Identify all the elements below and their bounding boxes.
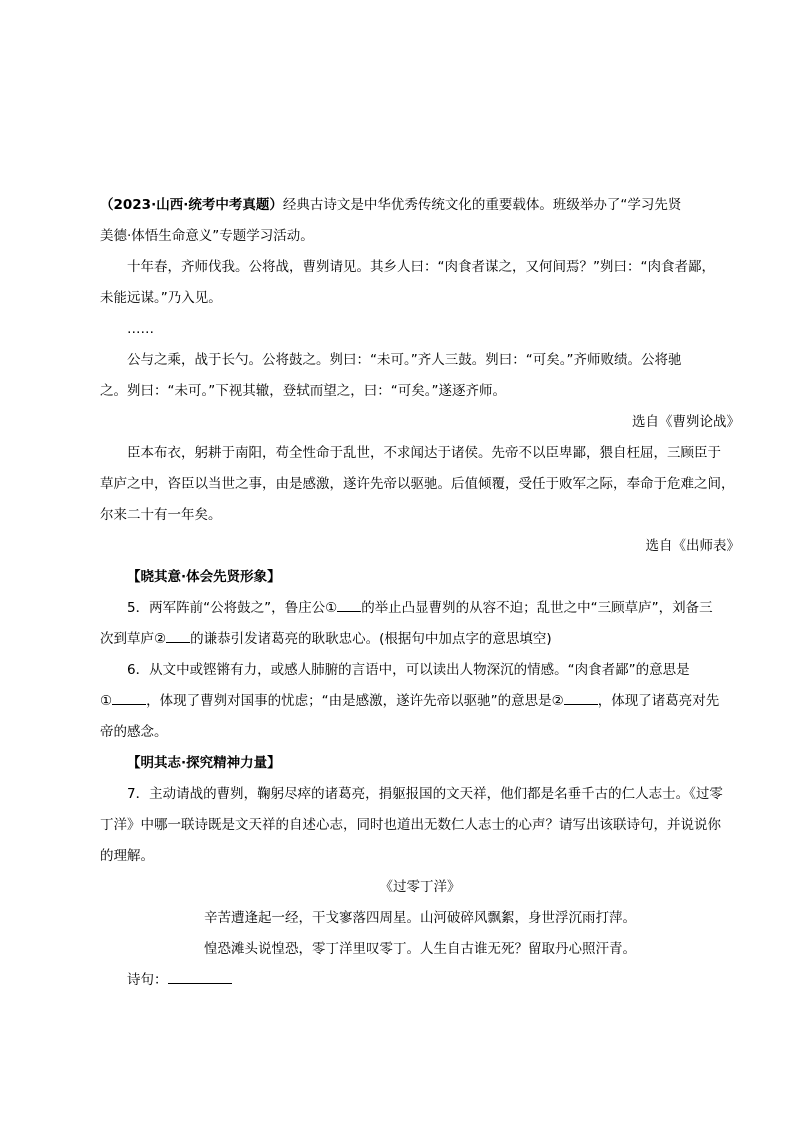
poem-line-1: 辛苦遭逢起一经，干戈寥落四周星。山河破碎风飘絮，身世浮沉雨打萍。 [204,910,636,926]
q7-line-1: 7．主动请战的曹刿，鞠躬尽瘁的诸葛亮，捐躯报国的文天祥，他们都是名垂千古的仁人志士。《过零 [127,786,723,802]
q6-line-1: 6．从文中或铿锵有力，或感人肺腑的言语中，可以读出人物深沉的情感。“肉食者鄙”的意思是 [127,662,690,678]
passage1-line-2: 未能远谋。”乃入见。 [100,290,222,306]
q6-text-3: ，体现了曹刿对国事的忧虑；“由是感激，遂许先帝以驱驰”的意思是② [146,693,564,709]
q5-blank-2[interactable] [166,628,190,643]
passage2-line-2: 草庐之中，咨臣以当世之事，由是感激，遂许先帝以驱驰。后值倾覆，受任于败军之际，奉命于危难之间， [100,476,735,492]
intro-text-1: 经典古诗文是中华优秀传统文化的重要载体。班级举办了“学习先贤 [282,197,682,213]
q5-text-1: 5．两军阵前“公将鼓之”，鲁庄公① [127,600,338,616]
passage1-source: 选自《曹刿论战》 [632,414,740,430]
exam-source-tag: （2023·山西·统考中考真题） [100,197,283,213]
intro-line-2: 美德·体悟生命意义”专题学习活动。 [100,228,314,244]
section1-title: 【晓其意·体会先贤形象】 [127,569,281,585]
q5-text-4: 的谦恭引发诸葛亮的耿耿忠心。(根据句中加点字的意思填空) [190,631,552,647]
q6-line-2 [100,686,740,717]
q5-text-2: 的举止凸显曹刿的从容不迫；乱世之中“三顾草庐”，刘备三 [361,600,713,616]
q7-line-2: 丁洋》中哪一联诗既是文天祥的自述心志，同时也道出无数仁人志士的心声？请写出该联诗句，并说说你 [100,817,721,833]
q6-marker-1: ① [100,693,113,709]
page-content [100,190,740,996]
answer-label: 诗句： [127,972,168,988]
intro-line-1 [100,190,740,221]
q5-text-3: 次到草庐② [100,631,167,647]
section2-title: 【明其志·探究精神力量】 [127,755,281,771]
q5-line-1 [100,593,740,624]
q7-line-3: 的理解。 [100,848,154,864]
q6-text-4: ，体现了诸葛亮对先 [597,693,720,709]
answer-line [100,965,740,996]
passage1-ellipsis: …… [127,321,154,337]
passage2-source: 选自《出师表》 [645,538,740,554]
passage1-line-4: 之。刿曰：“未可。”下视其辙，登轼而望之，曰：“可矣。”遂逐齐师。 [100,383,506,399]
poem-title: 《过零丁洋》 [379,879,461,895]
passage1-line-3: 公与之乘，战于长勺。公将鼓之。刿曰：“未可。”齐人三鼓。刿曰：“可矣。”齐师败绩。公将驰 [127,352,682,368]
passage1-line-1: 十年春，齐师伐我。公将战，曹刿请见。其乡人曰：“肉食者谋之，又何间焉？”刿曰：“肉食者鄙， [127,259,715,275]
q5-line-2 [100,624,740,655]
q6-blank-2[interactable] [564,690,598,705]
answer-blank[interactable] [168,969,232,984]
passage2-line-3: 尔来二十有一年矣。 [100,507,222,523]
q6-blank-1[interactable] [112,690,146,705]
q5-blank-1[interactable] [337,597,361,612]
passage2-line-1: 臣本布衣，躬耕于南阳，苟全性命于乱世，不求闻达于诸侯。先帝不以臣卑鄙，猥自枉屈，三顾臣于 [127,445,721,461]
q6-line-3: 帝的感念。 [100,724,168,740]
poem-line-2: 惶恐滩头说惶恐，零丁洋里叹零丁。人生自古谁无死？留取丹心照汗青。 [204,941,636,957]
